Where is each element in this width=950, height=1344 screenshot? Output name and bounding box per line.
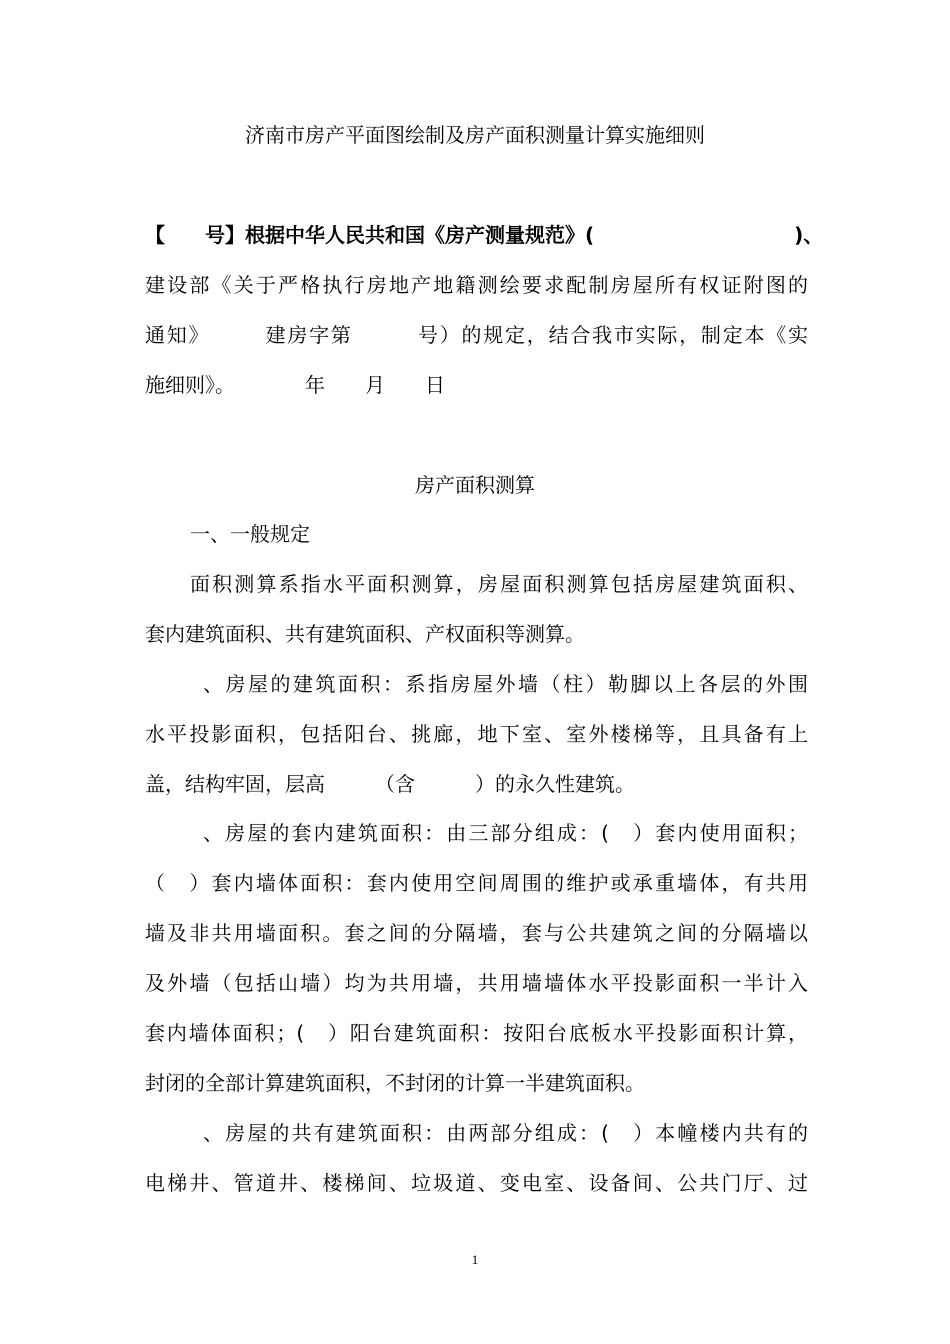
paragraph-line: 墙及非共用墙面积。套之间的分隔墙，套与公共建筑之间的分隔墙以: [145, 921, 808, 945]
paragraph-line: 面积测算系指水平面积测算，房屋面积测算包括房屋建筑面积、: [190, 572, 808, 596]
paragraph-line: （ ）套内墙体面积：套内使用空间周围的维护或承重墙体，有共用: [145, 871, 808, 895]
section-title: 房产面积测算: [415, 473, 535, 497]
preamble-line-3: 通知》 建房字第 号）的规定，结合我市实际，制定本《实: [145, 323, 808, 347]
paragraph-line: 、房屋的套内建筑面积：由三部分组成：( ）套内使用面积；: [203, 821, 808, 845]
paragraph-line: 、房屋的建筑面积：系指房屋外墙（柱）勒脚以上各层的外围: [203, 672, 808, 696]
paragraph-line: 套内墙体面积；( ）阳台建筑面积：按阳台底板水平投影面积计算，: [145, 1021, 808, 1045]
paragraph-line: 及外墙（包括山墙）均为共用墙，共用墙墙体水平投影面积一半计入: [145, 971, 808, 995]
subsection-heading: 一、一般规定: [190, 522, 310, 546]
page-number: 1: [471, 1252, 479, 1267]
preamble-line-2: 建设部《关于严格执行房地产地籍测绘要求配制房屋所有权证附图的: [145, 273, 808, 297]
preamble-line-4: 施细则》。 年 月 日: [145, 373, 445, 397]
document-title: 济南市房产平面图绘制及房产面积测量计算实施细则: [245, 123, 705, 147]
paragraph-line: 盖，结构牢固，层高 （含 ）的永久性建筑。: [145, 772, 635, 796]
paragraph-line: 水平投影面积，包括阳台、挑廊，地下室、室外楼梯等，且具备有上: [145, 722, 808, 746]
paragraph-line: 、房屋的共有建筑面积：由两部分组成：( ）本幢楼内共有的: [203, 1121, 808, 1145]
paragraph-line: 封闭的全部计算建筑面积，不封闭的计算一半建筑面积。: [145, 1071, 645, 1095]
paragraph-line: 电梯井、管道井、楼梯间、垃圾道、变电室、设备间、公共门厅、过: [145, 1171, 808, 1195]
preamble-line-1: 【 号】根据中华人民共和国《房产测量规范》( )、: [145, 223, 824, 247]
paragraph-line: 套内建筑面积、共有建筑面积、产权面积等测算。: [145, 622, 585, 646]
